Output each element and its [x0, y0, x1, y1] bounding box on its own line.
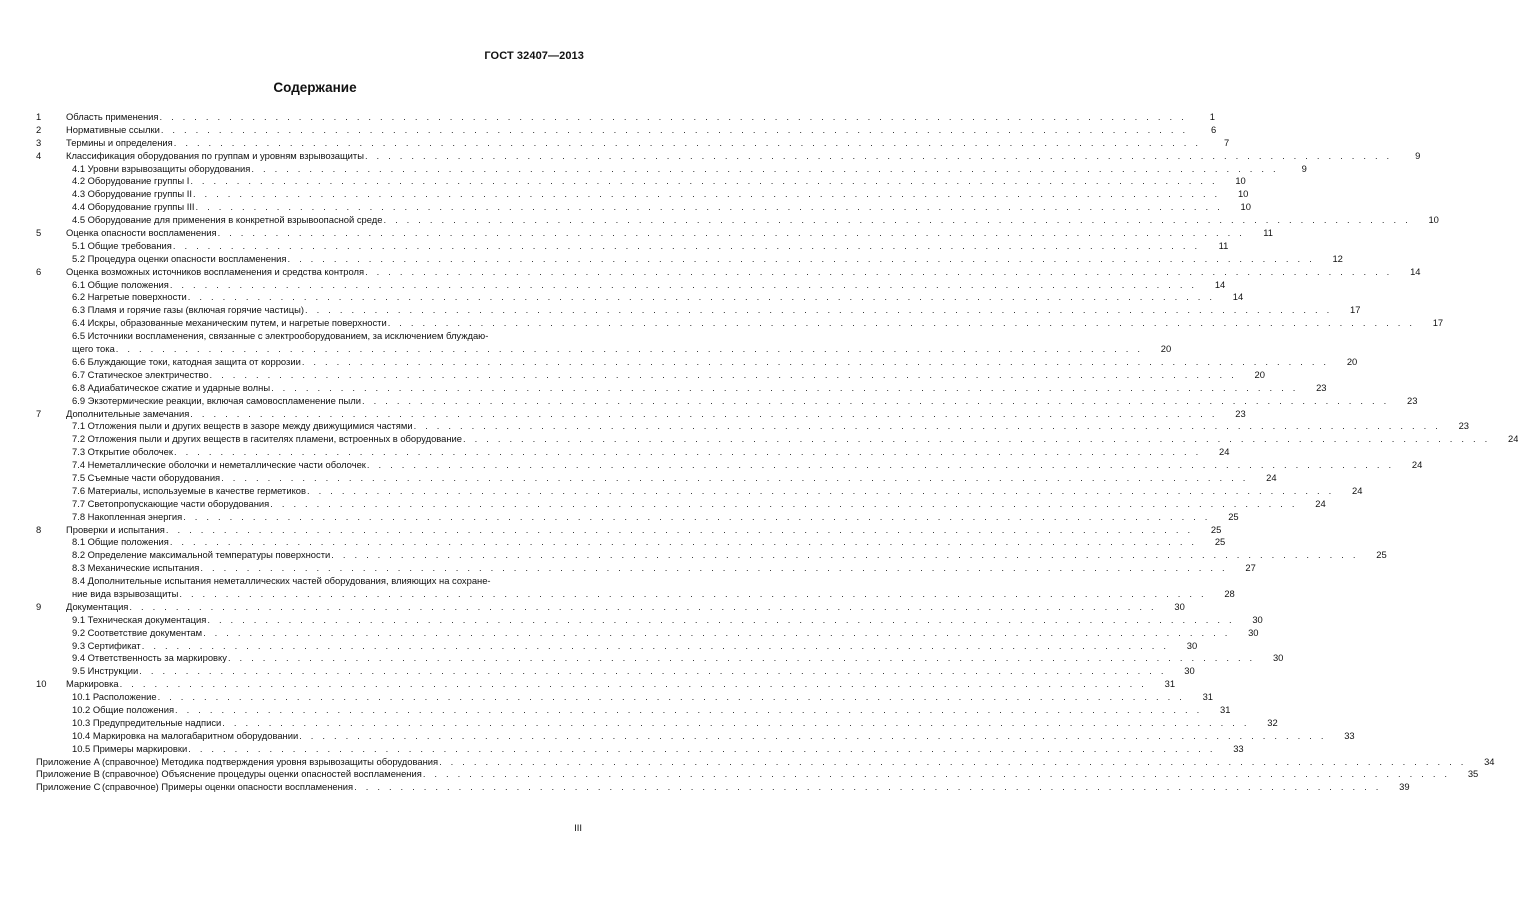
toc-entry[interactable] [36, 665, 1195, 678]
toc-entry-page: 24 [1394, 459, 1422, 472]
toc-entry-page: 28 [1207, 588, 1235, 601]
dot-leader: . . . . . . . . . . . . . . . . . . . . . . . . . . . . . . . . . . . . . . . . . . . . . . . . . . . . . . . . . . . . . . . . . . . . . . . . . . . . . . . . . . . . . . . . . [383, 214, 1411, 226]
toc-entry-title: 8.4 Дополнительные испытания неметаллических частей оборудования, влияющих на сохране- [72, 575, 491, 587]
toc-entry-title: 10.3 Предупредительные надписи [72, 716, 222, 728]
dot-leader: . . . . . . . . . . . . . . . . . . . . . . . . . . . . . . . . . . . . . . . . . . . . . . . . . . . . . . . . . . . . . . . . . . . . . . . . . . . . . . . . . . . . . . . . . [227, 652, 1256, 664]
toc-entry-page: 17 [1332, 304, 1360, 317]
dot-leader: . . . . . . . . . . . . . . . . . . . . . . . . . . . . . . . . . . . . . . . . . . . . . . . . . . . . . . . . . . . . . . . . . . . . . . . . . . . . . . . . . . . . . . . . . [307, 484, 1335, 496]
toc-entry-page: 7 [1201, 137, 1229, 150]
document-code: ГОСТ 32407—2013 [484, 50, 584, 62]
toc-entry-page: 33 [1216, 743, 1244, 756]
toc-entry[interactable] [36, 691, 1214, 704]
toc-entry-title: Классификация оборудования по группам и уровням взрывозащиты [66, 149, 364, 161]
toc-entry-title: Документация [66, 600, 129, 612]
toc-entry[interactable] [36, 613, 1263, 627]
toc-entry-title: 6.4 Искры, образованные механическим путем, и нагретые поверхности [72, 317, 387, 329]
dot-leader: . . . . . . . . . . . . . . . . . . . . . . . . . . . . . . . . . . . . . . . . . . . . . . . . . . . . . . . . . . . . . . . . . . . . . . . . . . . . . . . . . . . . . . . . . [387, 317, 1416, 329]
toc-entry-title: 9.4 Ответственность за маркировку [72, 652, 227, 664]
dot-leader: . . . . . . . . . . . . . . . . . . . . . . . . . . . . . . . . . . . . . . . . . . . . . . . . . . . . . . . . . . . . . . . . . . . . . . . . . . . . . . . . . . . . . . . . . [365, 265, 1393, 277]
toc-entry-number: 9 [36, 600, 42, 612]
toc-entry-title: 10.2 Общие положения [72, 704, 175, 715]
toc-entry-page: 24 [1298, 498, 1326, 511]
toc-entry[interactable] [36, 652, 1284, 665]
toc-entry-title-continued: ние вида взрывозащиты [72, 587, 179, 599]
toc-entry-title: Термины и определения [66, 136, 173, 148]
toc-entry[interactable] [36, 600, 1185, 614]
toc-entry-page: 30 [1169, 640, 1197, 653]
toc-entry-page: 14 [1393, 266, 1421, 279]
dot-leader: . . . . . . . . . . . . . . . . . . . . . . . . . . . . . . . . . . . . . . . . . . . . . . . . . . . . . . . . . . . . . . . . . . . . . . . . . . . . . . . . . . . . . . . . . [187, 291, 1216, 303]
toc-entry[interactable] [36, 149, 1421, 163]
toc-entry-page: 23 [1441, 420, 1469, 433]
toc-entry[interactable] [36, 330, 1172, 356]
dot-leader: . . . . . . . . . . . . . . . . . . . . . . . . . . . . . . . . . . . . . . . . . . . . . . . . . . . . . . . . . . . . . . . . . . . . . . . . . . . . . . . . . . . . . . . . . [362, 394, 1390, 406]
toc-entry-title: 6.2 Нагретые поверхности [72, 291, 187, 303]
dot-leader: . . . . . . . . . . . . . . . . . . . . . . . . . . . . . . . . . . . . . . . . . . . . . . . . . . . . . . . . . . . . . . . . . . . . . . . . . . . . . . . . . . . . . . . . . [160, 123, 1189, 135]
dot-leader: . . . . . . . . . . . . . . . . . . . . . . . . . . . . . . . . . . . . . . . . . . . . . . . . . . . . . . . . . . . . . . . . . . . . . . . . . . . . . . . . . . . . . . . . . [203, 626, 1231, 638]
toc-entry-title: 4.3 Оборудование группы II [72, 188, 192, 200]
dot-leader: . . . . . . . . . . . . . . . . . . . . . . . . . . . . . . . . . . . . . . . . . . . . . . . . . . . . . . . . . . . . . . . . . . . . . . . . . . . . . . . . . . . . . . . . . [141, 639, 1170, 651]
toc-entry-page: 14 [1215, 291, 1243, 304]
toc-entry-number: 5 [36, 227, 42, 239]
toc-entry[interactable] [36, 742, 1244, 756]
dot-leader: . . . . . . . . . . . . . . . . . . . . . . . . . . . . . . . . . . . . . . . . . . . . . . . . . . . . . . . . . . . . . . . . . . . . . . . . . . . . . . . . . . . . . . . . . [463, 433, 1491, 445]
dot-leader: . . . . . . . . . . . . . . . . . . . . . . . . . . . . . . . . . . . . . . . . . . . . . . . . . . . . . . . . . . . . . . . . . . . . . . . . . . . . . . . . . . . . . . . . . [115, 343, 1144, 355]
toc-entry-page: 30 [1235, 614, 1263, 627]
toc-entry-title: 9.5 Инструкции [72, 665, 139, 677]
toc-entry-page: 17 [1415, 317, 1443, 330]
toc-entry-page: 11 [1245, 227, 1273, 240]
toc-entry-page: 23 [1389, 395, 1417, 408]
toc-entry-page: 9 [1392, 150, 1420, 163]
appendix-label: Приложение А [36, 755, 100, 767]
dot-leader: . . . . . . . . . . . . . . . . . . . . . . . . . . . . . . . . . . . . . . . . . . . . . . . . . . . . . . . . . . . . . . . . . . . . . . . . . . . . . . . . . . . . . . . . . [271, 381, 1299, 393]
toc-entry-title: 7.5 Съемные части оборудования [72, 471, 221, 483]
dot-leader: . . . . . . . . . . . . . . . . . . . . . . . . . . . . . . . . . . . . . . . . . . . . . . . . . . . . . . . . . . . . . . . . . . . . . . . . . . . . . . . . . . . . . . . . . [169, 278, 1198, 290]
toc-entry-title: 9.3 Сертификат [72, 639, 141, 651]
appendix-label: Приложение С [36, 781, 101, 793]
dot-leader: . . . . . . . . . . . . . . . . . . . . . . . . . . . . . . . . . . . . . . . . . . . . . . . . . . . . . . . . . . . . . . . . . . . . . . . . . . . . . . . . . . . . . . . . . [270, 497, 1298, 509]
toc-entry-title: 8.2 Определение максимальной температуры поверхности [72, 549, 331, 561]
toc-entry-page: 27 [1228, 562, 1256, 575]
dot-leader: . . . . . . . . . . . . . . . . . . . . . . . . . . . . . . . . . . . . . . . . . . . . . . . . . . . . . . . . . . . . . . . . . . . . . . . . . . . . . . . . . . . . . . . . . [222, 716, 1250, 728]
dot-leader: . . . . . . . . . . . . . . . . . . . . . . . . . . . . . . . . . . . . . . . . . . . . . . . . . . . . . . . . . . . . . . . . . . . . . . . . . . . . . . . . . . . . . . . . . [366, 459, 1395, 471]
toc-entry-title: 9.2 Соответствие документам [72, 626, 203, 638]
toc-entry-title: 6.5 Источники воспламенения, связанные с электрооборудованием, за исключением блуждаю- [72, 330, 489, 342]
toc-entry-title: 8.1 Общие положения [72, 536, 169, 548]
appendix-label: Приложение В [36, 768, 100, 780]
toc-entry[interactable] [36, 678, 1176, 691]
toc-entry[interactable] [36, 781, 1410, 794]
dot-leader: . . . . . . . . . . . . . . . . . . . . . . . . . . . . . . . . . . . . . . . . . . . . . . . . . . . . . . . . . . . . . . . . . . . . . . . . . . . . . . . . . . . . . . . . . [172, 239, 1201, 251]
toc-entry[interactable] [36, 459, 1423, 472]
toc-entry[interactable] [36, 523, 1222, 537]
dot-leader: . . . . . . . . . . . . . . . . . . . . . . . . . . . . . . . . . . . . . . . . . . . . . . . . . . . . . . . . . . . . . . . . . . . . . . . . . . . . . . . . . . . . . . . . . [174, 446, 1202, 458]
toc-entry-page: 11 [1200, 240, 1228, 253]
toc-entry-page: 23 [1299, 382, 1327, 395]
toc-entry-page: 30 [1231, 627, 1259, 640]
dot-leader: . . . . . . . . . . . . . . . . . . . . . . . . . . . . . . . . . . . . . . . . . . . . . . . . . . . . . . . . . . . . . . . . . . . . . . . . . . . . . . . . . . . . . . . . . [157, 691, 1186, 703]
toc-entry-page: 20 [1143, 343, 1171, 356]
dot-leader: . . . . . . . . . . . . . . . . . . . . . . . . . . . . . . . . . . . . . . . . . . . . . . . . . . . . . . . . . . . . . . . . . . . . . . . . . . . . . . . . . . . . . . . . . [119, 678, 1148, 690]
dot-leader: . . . . . . . . . . . . . . . . . . . . . . . . . . . . . . . . . . . . . . . . . . . . . . . . . . . . . . . . . . . . . . . . . . . . . . . . . . . . . . . . . . . . . . . . . [299, 729, 1327, 741]
dot-leader: . . . . . . . . . . . . . . . . . . . . . . . . . . . . . . . . . . . . . . . . . . . . . . . . . . . . . . . . . . . . . . . . . . . . . . . . . . . . . . . . . . . . . . . . . [354, 781, 1382, 793]
dot-leader: . . . . . . . . . . . . . . . . . . . . . . . . . . . . . . . . . . . . . . . . . . . . . . . . . . . . . . . . . . . . . . . . . . . . . . . . . . . . . . . . . . . . . . . . . [175, 704, 1203, 715]
toc-entry-title: Маркировка [66, 678, 119, 690]
toc-entry-page: 9 [1279, 163, 1307, 176]
page-title: Содержание [273, 80, 357, 95]
toc-entry-page: 25 [1359, 549, 1387, 562]
toc-entry[interactable] [36, 575, 1235, 601]
toc-entry-title: 7.7 Светопропускающие части оборудования [72, 497, 270, 509]
toc-entry-page: 32 [1250, 717, 1278, 730]
toc-entry[interactable] [36, 175, 1246, 188]
toc-entry-page: 34 [1467, 756, 1495, 769]
toc-entry-title: 6.7 Статическое электричество [72, 368, 209, 380]
toc-entry[interactable] [36, 227, 1273, 240]
toc-entry[interactable] [36, 355, 1358, 369]
toc-entry[interactable] [36, 716, 1278, 730]
toc-entry-number: 2 [36, 123, 42, 135]
toc-entry-title: Оценка возможных источников воспламенения и средства контроля [66, 265, 365, 277]
toc-entry[interactable] [36, 446, 1230, 459]
toc-entry-title: 4.5 Оборудование для применения в конкретной взрывоопасной среде [72, 214, 383, 226]
toc-entry-page: 24 [1490, 433, 1518, 446]
toc-entry[interactable] [36, 291, 1244, 304]
toc-entry-title: 4.1 Уровни взрывозащиты оборудования [72, 162, 251, 174]
dot-leader: . . . . . . . . . . . . . . . . . . . . . . . . . . . . . . . . . . . . . . . . . . . . . . . . . . . . . . . . . . . . . . . . . . . . . . . . . . . . . . . . . . . . . . . . . [422, 768, 1451, 780]
toc-entry-page: 23 [1218, 408, 1246, 421]
dot-leader: . . . . . . . . . . . . . . . . . . . . . . . . . . . . . . . . . . . . . . . . . . . . . . . . . . . . . . . . . . . . . . . . . . . . . . . . . . . . . . . . . . . . . . . . . [169, 536, 1198, 548]
toc-entry-title: 4.2 Оборудование группы I [72, 175, 190, 187]
dot-leader: . . . . . . . . . . . . . . . . . . . . . . . . . . . . . . . . . . . . . . . . . . . . . . . . . . . . . . . . . . . . . . . . . . . . . . . . . . . . . . . . . . . . . . . . . [287, 252, 1315, 264]
toc-entry[interactable] [36, 317, 1444, 330]
dot-leader: . . . . . . . . . . . . . . . . . . . . . . . . . . . . . . . . . . . . . . . . . . . . . . . . . . . . . . . . . . . . . . . . . . . . . . . . . . . . . . . . . . . . . . . . . [217, 227, 1245, 239]
dot-leader: . . . . . . . . . . . . . . . . . . . . . . . . . . . . . . . . . . . . . . . . . . . . . . . . . . . . . . . . . . . . . . . . . . . . . . . . . . . . . . . . . . . . . . . . . [209, 368, 1237, 380]
toc-entry[interactable] [36, 111, 1215, 124]
toc-entry-page: 1 [1187, 111, 1215, 124]
toc-entry[interactable] [36, 704, 1231, 717]
toc-entry[interactable] [36, 252, 1343, 266]
toc-entry-title: 5.1 Общие требования [72, 239, 172, 251]
toc-entry[interactable] [36, 536, 1226, 549]
toc-entry-page: 10 [1411, 214, 1439, 227]
dot-leader: . . . . . . . . . . . . . . . . . . . . . . . . . . . . . . . . . . . . . . . . . . . . . . . . . . . . . . . . . . . . . . . . . . . . . . . . . . . . . . . . . . . . . . . . . [364, 149, 1393, 161]
toc-entry-title: 6.3 Пламя и горячие газы (включая горячие частицы) [72, 304, 305, 316]
dot-leader: . . . . . . . . . . . . . . . . . . . . . . . . . . . . . . . . . . . . . . . . . . . . . . . . . . . . . . . . . . . . . . . . . . . . . . . . . . . . . . . . . . . . . . . . . [190, 407, 1218, 419]
toc-entry[interactable] [36, 497, 1326, 511]
toc-entry-title: Дополнительные замечания [66, 407, 190, 419]
toc-entry-title: (справочное) Методика подтверждения уровня взрывозащиты оборудования [102, 755, 439, 767]
toc-entry[interactable] [36, 549, 1387, 562]
toc-entry[interactable] [36, 201, 1251, 214]
toc-entry-title: Область применения [66, 111, 159, 122]
toc-entry-title: 10.1 Расположение [72, 691, 157, 703]
toc-entry[interactable] [36, 304, 1361, 317]
toc-entry[interactable] [36, 768, 1479, 781]
toc-entry[interactable] [36, 136, 1230, 150]
toc-entry-page: 30 [1167, 665, 1195, 678]
toc-entry-title: 9.1 Техническая документация [72, 613, 207, 625]
dot-leader: . . . . . . . . . . . . . . . . . . . . . . . . . . . . . . . . . . . . . . . . . . . . . . . . . . . . . . . . . . . . . . . . . . . . . . . . . . . . . . . . . . . . . . . . . [165, 523, 1194, 535]
toc-entry-number: 10 [36, 678, 47, 690]
toc-entry-page: 14 [1197, 279, 1225, 292]
dot-leader: . . . . . . . . . . . . . . . . . . . . . . . . . . . . . . . . . . . . . . . . . . . . . . . . . . . . . . . . . . . . . . . . . . . . . . . . . . . . . . . . . . . . . . . . . [179, 587, 1207, 599]
toc-entry-number: 4 [36, 149, 42, 161]
toc-entry-page: 35 [1450, 768, 1478, 781]
page-number: III [574, 823, 582, 834]
toc-entry[interactable] [36, 510, 1239, 524]
toc-entry[interactable] [36, 394, 1418, 408]
dot-leader: . . . . . . . . . . . . . . . . . . . . . . . . . . . . . . . . . . . . . . . . . . . . . . . . . . . . . . . . . . . . . . . . . . . . . . . . . . . . . . . . . . . . . . . . . [301, 355, 1330, 367]
toc-entry-page: 24 [1334, 485, 1362, 498]
toc-entry-number: 7 [36, 407, 42, 419]
toc-entry-number: 1 [36, 111, 42, 122]
dot-leader: . . . . . . . . . . . . . . . . . . . . . . . . . . . . . . . . . . . . . . . . . . . . . . . . . . . . . . . . . . . . . . . . . . . . . . . . . . . . . . . . . . . . . . . . . [188, 742, 1216, 754]
toc-entry-title: 6.6 Блуждающие токи, катодная защита от коррозии [72, 355, 301, 367]
toc-entry-title: 7.3 Открытие оболочек [72, 446, 174, 458]
dot-leader: . . . . . . . . . . . . . . . . . . . . . . . . . . . . . . . . . . . . . . . . . . . . . . . . . . . . . . . . . . . . . . . . . . . . . . . . . . . . . . . . . . . . . . . . . [173, 136, 1202, 148]
toc-entry[interactable] [36, 407, 1246, 421]
toc-entry-number: 6 [36, 265, 42, 277]
toc-entry-number: 8 [36, 523, 42, 535]
dot-leader: . . . . . . . . . . . . . . . . . . . . . . . . . . . . . . . . . . . . . . . . . . . . . . . . . . . . . . . . . . . . . . . . . . . . . . . . . . . . . . . . . . . . . . . . . [200, 562, 1228, 574]
dot-leader: . . . . . . . . . . . . . . . . . . . . . . . . . . . . . . . . . . . . . . . . . . . . . . . . . . . . . . . . . . . . . . . . . . . . . . . . . . . . . . . . . . . . . . . . . [159, 111, 1187, 122]
toc-entry[interactable] [36, 626, 1259, 640]
toc-entry-page: 39 [1382, 781, 1410, 794]
toc-entry-title: 10.4 Маркировка на малогабаритном оборудовании [72, 729, 299, 741]
dot-leader: . . . . . . . . . . . . . . . . . . . . . . . . . . . . . . . . . . . . . . . . . . . . . . . . . . . . . . . . . . . . . . . . . . . . . . . . . . . . . . . . . . . . . . . . . [221, 471, 1249, 483]
toc-entry-title: Оценка опасности воспламенения [66, 227, 217, 239]
toc-entry-page: 6 [1188, 124, 1216, 137]
toc-entry[interactable] [36, 162, 1307, 176]
toc-entry-title: 6.1 Общие положения [72, 278, 169, 290]
toc-entry-page: 10 [1223, 201, 1251, 214]
toc-entry-title: Проверки и испытания [66, 523, 165, 535]
toc-entry[interactable] [36, 484, 1363, 498]
toc-entry-page: 24 [1249, 472, 1277, 485]
dot-leader: . . . . . . . . . . . . . . . . . . . . . . . . . . . . . . . . . . . . . . . . . . . . . . . . . . . . . . . . . . . . . . . . . . . . . . . . . . . . . . . . . . . . . . . . . [251, 162, 1279, 174]
dot-leader: . . . . . . . . . . . . . . . . . . . . . . . . . . . . . . . . . . . . . . . . . . . . . . . . . . . . . . . . . . . . . . . . . . . . . . . . . . . . . . . . . . . . . . . . . [439, 755, 1467, 767]
toc-entry-title: 7.8 Накопленная энергия [72, 510, 183, 522]
toc-entry-page: 20 [1329, 356, 1357, 369]
toc-entry-page: 10 [1218, 175, 1246, 188]
dot-leader: . . . . . . . . . . . . . . . . . . . . . . . . . . . . . . . . . . . . . . . . . . . . . . . . . . . . . . . . . . . . . . . . . . . . . . . . . . . . . . . . . . . . . . . . . [192, 188, 1221, 200]
dot-leader: . . . . . . . . . . . . . . . . . . . . . . . . . . . . . . . . . . . . . . . . . . . . . . . . . . . . . . . . . . . . . . . . . . . . . . . . . . . . . . . . . . . . . . . . . [207, 613, 1235, 625]
toc-entry[interactable] [36, 639, 1198, 653]
toc-entry-page: 25 [1193, 524, 1221, 537]
toc-entry[interactable] [36, 368, 1265, 382]
toc-entry-page: 30 [1255, 652, 1283, 665]
toc-entry[interactable] [36, 471, 1277, 485]
toc-entry-title: 5.2 Процедура оценки опасности воспламенения [72, 252, 287, 264]
toc-entry-page: 30 [1157, 601, 1185, 614]
toc-entry-title: 7.1 Отложения пыли и других веществ в зазоре между движущимися частями [72, 420, 413, 432]
toc-entry-title: 10.5 Примеры маркировки [72, 742, 188, 754]
toc-entry-title: 7.6 Материалы, используемые в качестве герметиков [72, 484, 306, 496]
toc-entry-page: 12 [1315, 253, 1343, 266]
toc-entry-page: 25 [1197, 536, 1225, 549]
toc-entry-title: 6.9 Экзотермические реакции, включая самовоспламенение пыли [72, 394, 361, 406]
table-of-contents [36, 111, 1518, 794]
toc-entry[interactable] [36, 265, 1421, 279]
dot-leader: . . . . . . . . . . . . . . . . . . . . . . . . . . . . . . . . . . . . . . . . . . . . . . . . . . . . . . . . . . . . . . . . . . . . . . . . . . . . . . . . . . . . . . . . . [413, 420, 1441, 432]
toc-entry[interactable] [36, 562, 1256, 575]
toc-entry[interactable] [36, 381, 1327, 395]
dot-leader: . . . . . . . . . . . . . . . . . . . . . . . . . . . . . . . . . . . . . . . . . . . . . . . . . . . . . . . . . . . . . . . . . . . . . . . . . . . . . . . . . . . . . . . . . [183, 510, 1211, 522]
toc-entry-page: 10 [1220, 188, 1248, 201]
toc-entry-title: 7.2 Отложения пыли и других веществ в гасителях пламени, встроенных в оборудование [72, 433, 463, 445]
toc-entry-page: 33 [1327, 730, 1355, 743]
toc-entry-title: 8.3 Механические испытания [72, 562, 200, 574]
toc-entry-title: (справочное) Примеры оценки опасности воспламенения [102, 781, 354, 793]
toc-entry[interactable] [36, 239, 1229, 253]
toc-entry-title: 7.4 Неметаллические оболочки и неметаллические части оболочек [72, 459, 366, 471]
toc-entry[interactable] [36, 188, 1249, 201]
toc-entry-page: 31 [1185, 691, 1213, 704]
toc-entry-title-continued: щего тока [72, 343, 115, 355]
toc-entry-title: (справочное) Объяснение процедуры оценки опасностей воспламенения [102, 768, 422, 780]
dot-leader: . . . . . . . . . . . . . . . . . . . . . . . . . . . . . . . . . . . . . . . . . . . . . . . . . . . . . . . . . . . . . . . . . . . . . . . . . . . . . . . . . . . . . . . . . [190, 175, 1218, 187]
toc-entry-page: 24 [1201, 446, 1229, 459]
toc-entry[interactable] [36, 420, 1469, 433]
dot-leader: . . . . . . . . . . . . . . . . . . . . . . . . . . . . . . . . . . . . . . . . . . . . . . . . . . . . . . . . . . . . . . . . . . . . . . . . . . . . . . . . . . . . . . . . . [129, 600, 1157, 612]
toc-entry-number: 3 [36, 136, 42, 148]
dot-leader: . . . . . . . . . . . . . . . . . . . . . . . . . . . . . . . . . . . . . . . . . . . . . . . . . . . . . . . . . . . . . . . . . . . . . . . . . . . . . . . . . . . . . . . . . [139, 665, 1167, 677]
toc-entry-page: 31 [1202, 704, 1230, 717]
toc-entry[interactable] [36, 433, 1518, 446]
toc-entry-page: 20 [1237, 369, 1265, 382]
toc-entry[interactable] [36, 123, 1217, 137]
toc-entry-page: 31 [1147, 678, 1175, 691]
toc-entry-title: Нормативные ссылки [66, 123, 160, 135]
dot-leader: . . . . . . . . . . . . . . . . . . . . . . . . . . . . . . . . . . . . . . . . . . . . . . . . . . . . . . . . . . . . . . . . . . . . . . . . . . . . . . . . . . . . . . . . . [331, 549, 1359, 561]
dot-leader: . . . . . . . . . . . . . . . . . . . . . . . . . . . . . . . . . . . . . . . . . . . . . . . . . . . . . . . . . . . . . . . . . . . . . . . . . . . . . . . . . . . . . . . . . [195, 201, 1223, 213]
toc-entry[interactable] [36, 729, 1355, 743]
dot-leader: . . . . . . . . . . . . . . . . . . . . . . . . . . . . . . . . . . . . . . . . . . . . . . . . . . . . . . . . . . . . . . . . . . . . . . . . . . . . . . . . . . . . . . . . . [305, 304, 1333, 316]
toc-entry-title: 4.4 Оборудование группы III [72, 201, 195, 213]
toc-entry-page: 25 [1211, 511, 1239, 524]
toc-entry[interactable] [36, 755, 1495, 769]
toc-entry[interactable] [36, 278, 1226, 292]
toc-entry[interactable] [36, 214, 1439, 227]
toc-entry-title: 6.8 Адиабатическое сжатие и ударные волны [72, 381, 271, 393]
